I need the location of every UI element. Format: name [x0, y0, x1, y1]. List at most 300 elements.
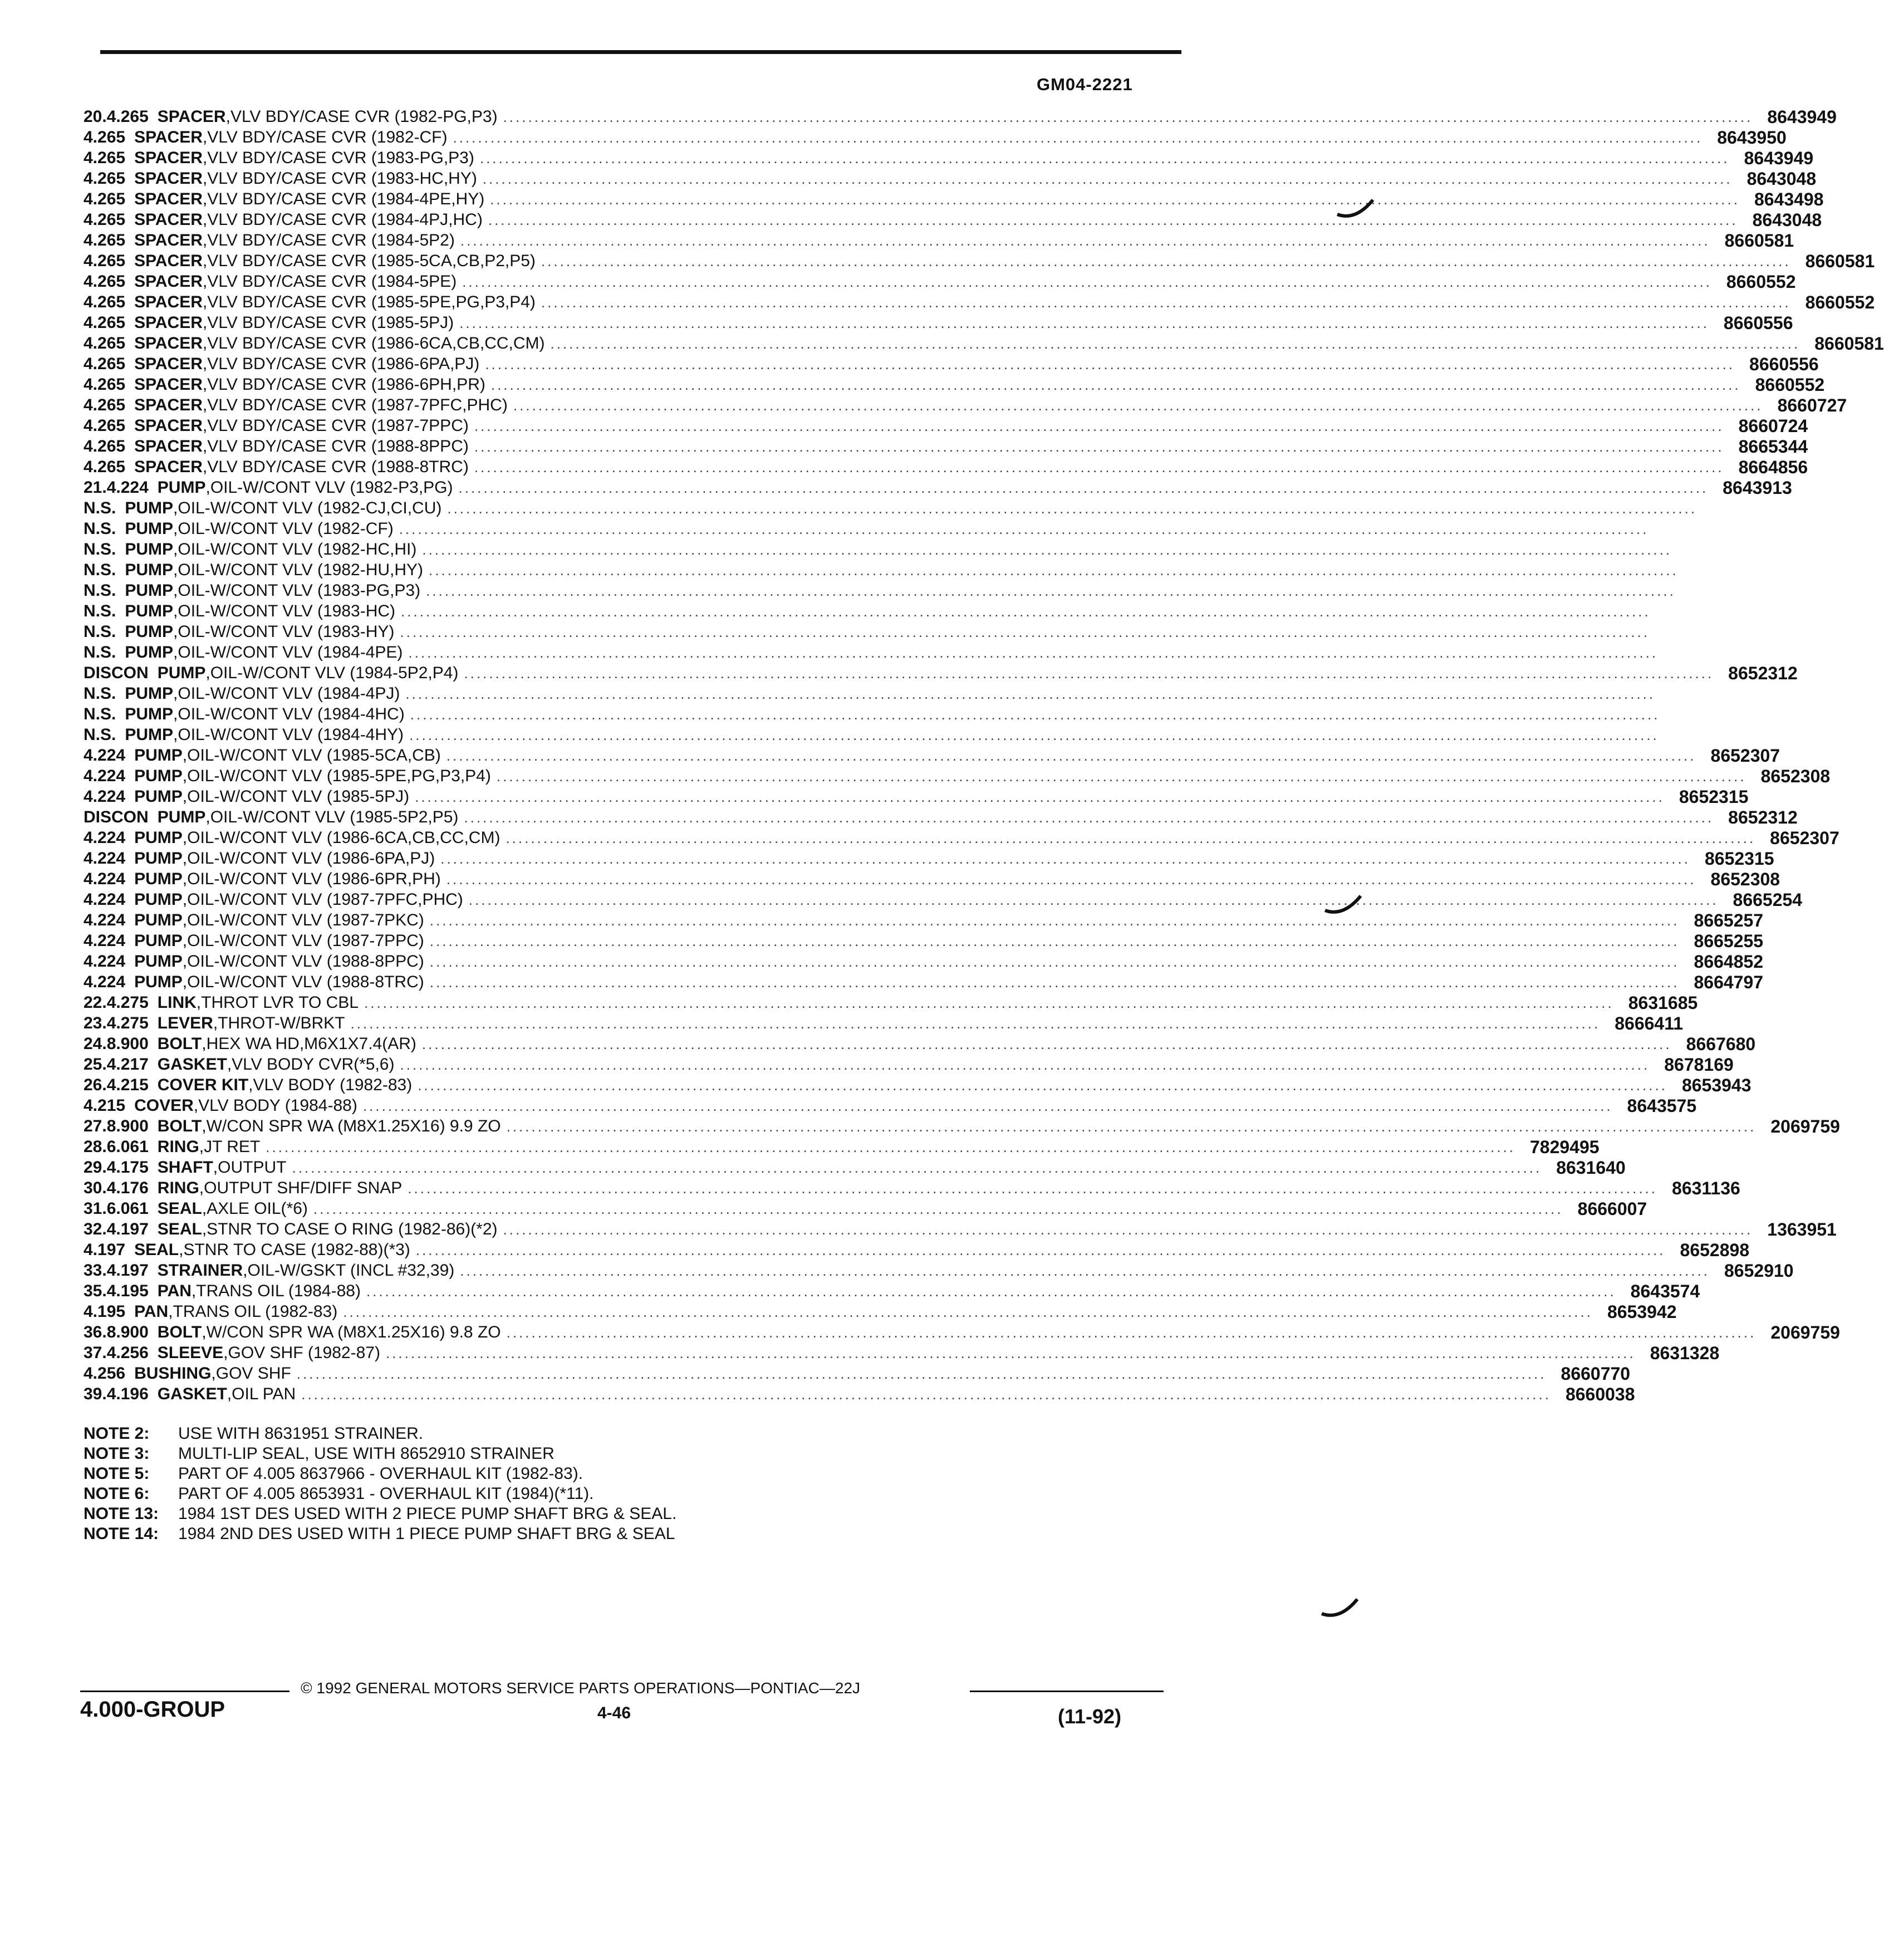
part-name: PUMP — [125, 499, 174, 517]
part-description — [134, 1304, 1607, 1320]
part-row — [84, 434, 1808, 457]
group-code: N.S. — [84, 705, 116, 723]
part-description — [158, 1324, 1771, 1341]
group-code: N.S. — [84, 499, 116, 517]
part-row — [84, 1258, 1794, 1281]
note-row — [84, 1524, 1141, 1544]
ref-number: 25. — [84, 1055, 107, 1074]
separator: , — [202, 1220, 207, 1238]
part-description — [158, 1015, 1615, 1032]
part-row — [84, 249, 1875, 271]
part-detail: OIL-W/CONT VLV (1986-6PR,PH) — [187, 870, 441, 888]
dot-leader: ........................................................................................................................................................................................................ — [468, 891, 1719, 908]
part-row — [84, 311, 1793, 333]
separator: , — [173, 561, 178, 579]
part-detail: THROT-W/BRKT — [218, 1014, 345, 1032]
binder-mark-icon — [1321, 1597, 1360, 1619]
group-code: 4.195 — [84, 1302, 126, 1321]
part-detail: OIL-W/CONT VLV (1982-CF) — [178, 520, 394, 538]
group-code: 4.265 — [84, 334, 126, 352]
part-detail: VLV BDY/CASE CVR (1987-7PPC) — [207, 416, 469, 435]
group-code: 4.265 — [84, 231, 126, 249]
part-description — [158, 479, 1723, 496]
part-description — [158, 1221, 1767, 1238]
ref-number: 21. — [84, 478, 107, 497]
part-row — [84, 723, 1659, 744]
part-name: PUMP — [125, 623, 174, 641]
part-row — [84, 702, 1660, 723]
part-row — [84, 1341, 1720, 1363]
part-row — [84, 826, 1839, 848]
group-code: 4.197 — [106, 1261, 149, 1280]
part-name: SPACER — [134, 149, 203, 167]
part-detail: TRANS OIL (1982-83) — [173, 1302, 338, 1321]
part-name: LINK — [157, 993, 197, 1012]
part-name: SPACER — [134, 128, 203, 146]
part-description — [134, 129, 1717, 146]
part-name: SPACER — [134, 252, 203, 270]
part-description — [134, 150, 1744, 166]
ref-number: 24. — [84, 1035, 107, 1053]
separator: , — [179, 1241, 184, 1259]
group-code: 4.256 — [84, 1364, 126, 1383]
group-code: 4.224 — [84, 911, 126, 929]
part-detail: OIL-W/CONT VLV (1987-7PFC,PHC) — [187, 890, 463, 909]
part-detail: STNR TO CASE O RING (1982-86)(*2) — [207, 1220, 498, 1238]
part-name: PUMP — [134, 787, 183, 806]
part-name: BUSHING — [134, 1364, 212, 1383]
separator: , — [173, 520, 178, 538]
part-number: 8652315 — [1704, 849, 1774, 869]
group-code: N.S. — [84, 726, 116, 744]
part-name: SPACER — [134, 313, 203, 332]
part-name: BOLT — [157, 1117, 202, 1135]
part-row — [84, 1094, 1697, 1116]
binder-mark-icon — [1324, 894, 1363, 916]
part-detail: VLV BDY/CASE CVR (1982-CF) — [207, 128, 448, 146]
dot-leader: ........................................................................................................................................................................................................ — [459, 315, 1709, 331]
page-number: 4-46 — [597, 1704, 631, 1722]
part-name: PUMP — [125, 684, 174, 703]
group-code: 4.265 — [84, 416, 126, 435]
group-code: 4.265 — [84, 190, 126, 208]
part-name: PUMP — [125, 540, 174, 558]
dot-leader: ........................................................................................................................................................................................................ — [464, 809, 1714, 826]
part-row — [84, 743, 1780, 766]
part-name: STRAINER — [157, 1261, 243, 1280]
part-detail: VLV BDY/CASE CVR (1987-7PFC,PHC) — [207, 396, 508, 414]
dot-leader: ........................................................................................................................................................................................................ — [446, 871, 1696, 888]
part-number: 2069759 — [1770, 1322, 1840, 1342]
part-name: PUMP — [157, 808, 206, 826]
separator: , — [182, 849, 188, 868]
part-detail: OIL-W/CONT VLV (1982-P3,PG) — [210, 478, 453, 497]
separator: , — [202, 1035, 207, 1053]
separator: , — [223, 1344, 228, 1362]
part-number: 8652898 — [1680, 1240, 1750, 1260]
ref-number: 29. — [84, 1158, 107, 1177]
part-detail: VLV BODY (1982-83) — [253, 1076, 413, 1094]
part-name: SPACER — [134, 210, 203, 229]
part-row — [84, 1320, 1840, 1342]
dot-leader: ........................................................................................................................................................................................................ — [362, 1097, 1613, 1114]
part-detail: OIL-W/CONT VLV (1982-HC,HI) — [178, 540, 417, 558]
group-code: 4.275 — [106, 1014, 149, 1032]
dot-leader: ........................................................................................................................................................................................................ — [490, 191, 1740, 208]
part-number: 8652308 — [1710, 869, 1780, 889]
part-name: PAN — [157, 1282, 192, 1300]
part-description — [158, 809, 1728, 826]
separator: , — [202, 169, 208, 188]
group-label: 4.000-GROUP — [80, 1697, 225, 1722]
part-name: GASKET — [157, 1055, 227, 1074]
part-row — [84, 846, 1774, 869]
part-description — [158, 1283, 1631, 1300]
part-number: 8660556 — [1723, 313, 1793, 333]
part-name: COVER — [134, 1096, 194, 1115]
part-name: SHAFT — [157, 1158, 213, 1177]
part-number: 8660770 — [1561, 1364, 1631, 1384]
part-detail: OIL-W/CONT VLV (1988-8TRC) — [187, 973, 424, 991]
part-name: PUMP — [157, 664, 206, 682]
note-text: PART OF 4.005 8637966 - OVERHAUL KIT (1982-83). — [178, 1464, 583, 1483]
separator: , — [182, 890, 188, 909]
part-description — [134, 1242, 1680, 1258]
separator: , — [202, 128, 208, 146]
separator: , — [193, 1096, 199, 1115]
separator: , — [202, 416, 208, 435]
part-detail: VLV BDY/CASE CVR (1985-5CA,CB,P2,P5) — [207, 252, 536, 270]
dot-leader: ........................................................................................................................................................................................................ — [482, 170, 1733, 187]
part-name: SPACER — [157, 107, 226, 126]
dot-leader: ........................................................................................................................................................................................................ — [513, 397, 1763, 414]
separator: , — [182, 829, 188, 847]
part-detail: STNR TO CASE (1982-88)(*3) — [183, 1241, 410, 1259]
part-description — [134, 891, 1733, 908]
separator: , — [202, 190, 208, 208]
part-row — [84, 1073, 1751, 1095]
part-number: 8660552 — [1805, 292, 1875, 312]
separator: , — [227, 1055, 232, 1074]
separator: , — [202, 231, 208, 249]
part-detail: VLV BDY/CASE CVR (1984-5PE) — [207, 272, 457, 291]
part-number: 8665254 — [1733, 890, 1803, 910]
ref-number: 23. — [84, 1014, 107, 1032]
part-number: 8652307 — [1770, 828, 1839, 848]
separator: , — [173, 499, 178, 517]
separator: , — [168, 1302, 173, 1321]
part-description — [158, 1200, 1578, 1217]
separator: , — [213, 1158, 218, 1177]
part-name: PUMP — [134, 952, 183, 971]
separator: , — [202, 375, 208, 394]
part-detail: VLV BDY/CASE CVR (1988-8PPC) — [207, 437, 469, 455]
group-code: 4.197 — [106, 1220, 149, 1238]
dot-leader: ........................................................................................................................................................................................................ — [408, 1180, 1658, 1197]
dot-leader: ........................................................................................................................................................................................................ — [421, 1036, 1672, 1052]
part-number: 8660038 — [1565, 1384, 1635, 1404]
part-description — [134, 335, 1814, 352]
note-label: NOTE 13: — [84, 1505, 159, 1523]
dot-leader: ........................................................................................................................................................................................................ — [429, 953, 1680, 970]
part-row — [84, 1300, 1677, 1322]
separator: , — [182, 746, 188, 765]
part-description — [134, 170, 1746, 187]
part-row — [84, 1176, 1740, 1198]
group-code: 4.224 — [84, 829, 126, 847]
part-description — [158, 665, 1728, 682]
part-detail: W/CON SPR WA (M8X1.25X16) 9.9 ZO — [206, 1117, 501, 1135]
group-code: 4.265 — [84, 355, 126, 373]
part-number: 8643498 — [1754, 189, 1824, 209]
part-row — [84, 764, 1831, 786]
dot-leader: ........................................................................................................................................................................................................ — [550, 335, 1800, 352]
group-code: 4.224 — [84, 952, 126, 971]
part-description — [134, 232, 1725, 249]
part-description — [134, 459, 1738, 476]
part-detail: OIL PAN — [232, 1385, 296, 1403]
part-description — [158, 1180, 1672, 1197]
group-code: 4.224 — [106, 478, 149, 497]
group-code: 4.217 — [106, 1055, 149, 1074]
dot-leader: ........................................................................................................................................................................................................ — [474, 459, 1724, 476]
part-number: 8643950 — [1717, 128, 1787, 148]
note-row — [84, 1464, 1141, 1484]
part-name: PUMP — [125, 581, 174, 600]
part-detail: OIL-W/CONT VLV (1985-5PJ) — [187, 787, 410, 806]
part-description — [134, 912, 1694, 929]
separator: , — [173, 643, 178, 661]
group-code: N.S. — [84, 602, 116, 620]
dot-leader: ........................................................................................................................................................................................................ — [409, 727, 1659, 743]
part-description — [125, 562, 1692, 579]
part-description — [134, 191, 1754, 208]
part-description — [158, 1262, 1724, 1279]
dot-leader: ........................................................................................................................................................................................................ — [440, 850, 1690, 867]
part-row — [84, 146, 1814, 168]
part-number: 8643048 — [1752, 210, 1822, 230]
part-number: 8652307 — [1710, 746, 1780, 766]
separator: , — [202, 458, 208, 476]
group-code: 4.265 — [84, 272, 126, 291]
part-detail: W/CON SPR WA (M8X1.25X16) 9.8 ZO — [206, 1323, 501, 1341]
dot-leader: ........................................................................................................................................................................................................ — [415, 788, 1665, 805]
part-description — [158, 1159, 1556, 1176]
part-detail: VLV BDY/CASE CVR (1985-5PJ) — [207, 313, 454, 332]
separator: , — [211, 1364, 216, 1383]
dot-leader: ........................................................................................................................................................................................................ — [503, 1221, 1753, 1238]
separator: , — [202, 272, 208, 291]
ref-number: 30. — [84, 1179, 107, 1197]
note-row — [84, 1484, 1141, 1504]
part-name: SPACER — [134, 334, 203, 352]
group-code: DISCON — [84, 664, 149, 682]
footer-rule-right — [970, 1690, 1164, 1692]
part-name: RING — [157, 1138, 199, 1156]
dot-leader: ........................................................................................................................................................................................................ — [496, 768, 1746, 785]
part-description — [125, 603, 1665, 620]
part-detail: OIL-W/CONT VLV (1983-HC) — [178, 602, 396, 620]
part-description — [134, 253, 1806, 270]
part-name: SPACER — [134, 355, 203, 373]
ref-number: 27. — [84, 1117, 107, 1135]
part-detail: VLV BDY/CASE CVR (1985-5PE,PG,P3,P4) — [207, 293, 536, 311]
part-detail: OIL-W/GSKT (INCL #32,39) — [247, 1261, 455, 1280]
group-code: 4.265 — [84, 252, 126, 270]
dot-leader: ........................................................................................................................................................................................................ — [506, 1118, 1757, 1135]
note-label: NOTE 3: — [84, 1444, 150, 1463]
part-number: 8653942 — [1607, 1302, 1677, 1322]
dot-leader: ........................................................................................................................................................................................................ — [364, 994, 1614, 1011]
part-number: 8660724 — [1738, 416, 1808, 436]
dot-leader: ........................................................................................................................................................................................................ — [506, 830, 1756, 846]
part-name: SLEEVE — [157, 1344, 224, 1362]
note-label: NOTE 6: — [84, 1484, 150, 1503]
separator: , — [182, 870, 188, 888]
group-code: DISCON — [84, 808, 149, 826]
group-code: 4.196 — [106, 1385, 149, 1403]
part-detail: OUTPUT SHF/DIFF SNAP — [204, 1179, 403, 1197]
separator: , — [173, 623, 178, 641]
part-description — [158, 1386, 1566, 1403]
dot-leader: ........................................................................................................................................................................................................ — [541, 253, 1791, 270]
part-detail: OIL-W/CONT VLV (1983-PG,P3) — [178, 581, 421, 600]
part-row — [84, 1197, 1647, 1219]
part-description — [134, 788, 1679, 805]
document-id: GM04-2221 — [1037, 75, 1133, 94]
group-code: 4.197 — [84, 1241, 126, 1259]
part-row — [84, 537, 1672, 558]
group-code: N.S. — [84, 581, 116, 600]
note-label: NOTE 5: — [84, 1464, 150, 1483]
part-row — [84, 1361, 1631, 1384]
separator: , — [202, 437, 208, 455]
separator: , — [202, 293, 208, 311]
ref-number: 28. — [84, 1138, 107, 1156]
part-number: 8678169 — [1664, 1055, 1734, 1075]
part-number: 8664797 — [1694, 972, 1764, 992]
separator: , — [205, 478, 210, 497]
part-number: 8665257 — [1694, 910, 1764, 930]
part-name: SEAL — [134, 1241, 179, 1259]
part-number: 8660581 — [1724, 231, 1794, 251]
part-row — [84, 166, 1817, 189]
group-code: N.S. — [84, 561, 116, 579]
ref-number: 26. — [84, 1076, 107, 1094]
part-description — [134, 438, 1739, 455]
part-number: 8666007 — [1577, 1199, 1647, 1219]
group-code: 4.215 — [84, 1096, 126, 1115]
ref-number: 31. — [84, 1199, 107, 1218]
part-detail: OIL-W/CONT VLV (1984-4HC) — [178, 705, 405, 723]
part-detail: VLV BDY/CASE CVR (1983-HC,HY) — [207, 169, 477, 188]
group-code: 4.265 — [84, 458, 126, 476]
part-row — [84, 558, 1679, 579]
group-code: 4.265 — [84, 149, 126, 167]
group-code: 8.900 — [106, 1117, 149, 1135]
dot-leader: ........................................................................................................................................................................................................ — [460, 1262, 1710, 1279]
dot-leader: ........................................................................................................................................................................................................ — [400, 624, 1650, 640]
part-description — [125, 541, 1686, 558]
dot-leader: ........................................................................................................................................................................................................ — [446, 747, 1696, 764]
part-name: SPACER — [134, 272, 203, 291]
part-detail: HEX WA HD,M6X1X7.4(AR) — [206, 1035, 416, 1053]
ref-number: 33. — [84, 1261, 107, 1280]
part-description — [125, 521, 1663, 537]
part-name: PUMP — [157, 478, 206, 497]
group-code: 4.224 — [84, 849, 126, 868]
part-detail: JT RET — [204, 1138, 261, 1156]
group-code: 4.265 — [84, 375, 126, 394]
part-number: 8643913 — [1723, 478, 1792, 498]
part-name: PUMP — [125, 643, 174, 661]
part-row — [84, 1217, 1837, 1239]
ref-number: 35. — [84, 1282, 107, 1300]
part-name: SPACER — [134, 458, 203, 476]
part-row — [84, 496, 1697, 517]
separator: , — [227, 1385, 232, 1403]
part-number: 8666411 — [1615, 1013, 1684, 1033]
dot-leader: ........................................................................................................................................................................................................ — [399, 521, 1649, 537]
part-detail: VLV BDY/CASE CVR (1984-5P2) — [207, 231, 455, 249]
dot-leader: ........................................................................................................................................................................................................ — [506, 1324, 1757, 1341]
part-detail: GOV SHF (1982-87) — [228, 1344, 380, 1362]
part-detail: GOV SHF — [215, 1364, 291, 1383]
part-name: SEAL — [157, 1199, 202, 1218]
part-number: 8653943 — [1681, 1075, 1751, 1095]
dot-leader: ........................................................................................................................................................................................................ — [408, 644, 1659, 661]
part-description — [134, 356, 1749, 373]
part-name: PUMP — [134, 890, 183, 909]
group-code: 4.195 — [106, 1282, 149, 1300]
part-name: PUMP — [134, 911, 183, 929]
part-description — [158, 109, 1768, 125]
part-name: SEAL — [157, 1220, 202, 1238]
part-row — [84, 270, 1796, 292]
group-code: N.S. — [84, 643, 116, 661]
part-row — [84, 682, 1656, 703]
part-row — [84, 579, 1676, 600]
part-row — [84, 949, 1764, 972]
separator: , — [182, 787, 188, 806]
part-description — [158, 1118, 1771, 1135]
dot-leader: ........................................................................................................................................................................................................ — [488, 212, 1738, 228]
part-number: 8664856 — [1738, 457, 1808, 477]
part-name: COVER KIT — [157, 1076, 249, 1094]
part-row — [84, 1052, 1734, 1075]
group-code: 4.265 — [84, 437, 126, 455]
dot-leader: ........................................................................................................................................................................................................ — [460, 232, 1710, 249]
separator: , — [182, 952, 188, 971]
part-row — [84, 640, 1659, 661]
dot-leader: ........................................................................................................................................................................................................ — [429, 562, 1679, 579]
separator: , — [199, 1179, 204, 1197]
note-row — [84, 1444, 1141, 1464]
separator: , — [202, 149, 208, 167]
dot-leader: ........................................................................................................................................................................................................ — [415, 1242, 1666, 1258]
part-description — [134, 376, 1755, 393]
part-name: GASKET — [157, 1385, 227, 1403]
part-description — [134, 1365, 1561, 1382]
part-name: SPACER — [134, 169, 203, 188]
part-name: SPACER — [134, 190, 203, 208]
group-code: 8.900 — [106, 1035, 149, 1053]
part-name: BOLT — [157, 1035, 202, 1053]
part-detail: VLV BDY/CASE CVR (1983-PG,P3) — [207, 149, 474, 167]
part-detail: OIL-W/CONT VLV (1988-8PPC) — [187, 952, 424, 971]
part-description — [158, 1139, 1530, 1155]
copyright-text: © 1992 GENERAL MOTORS SERVICE PARTS OPERATIONS—PONTIAC—22J — [301, 1679, 861, 1697]
